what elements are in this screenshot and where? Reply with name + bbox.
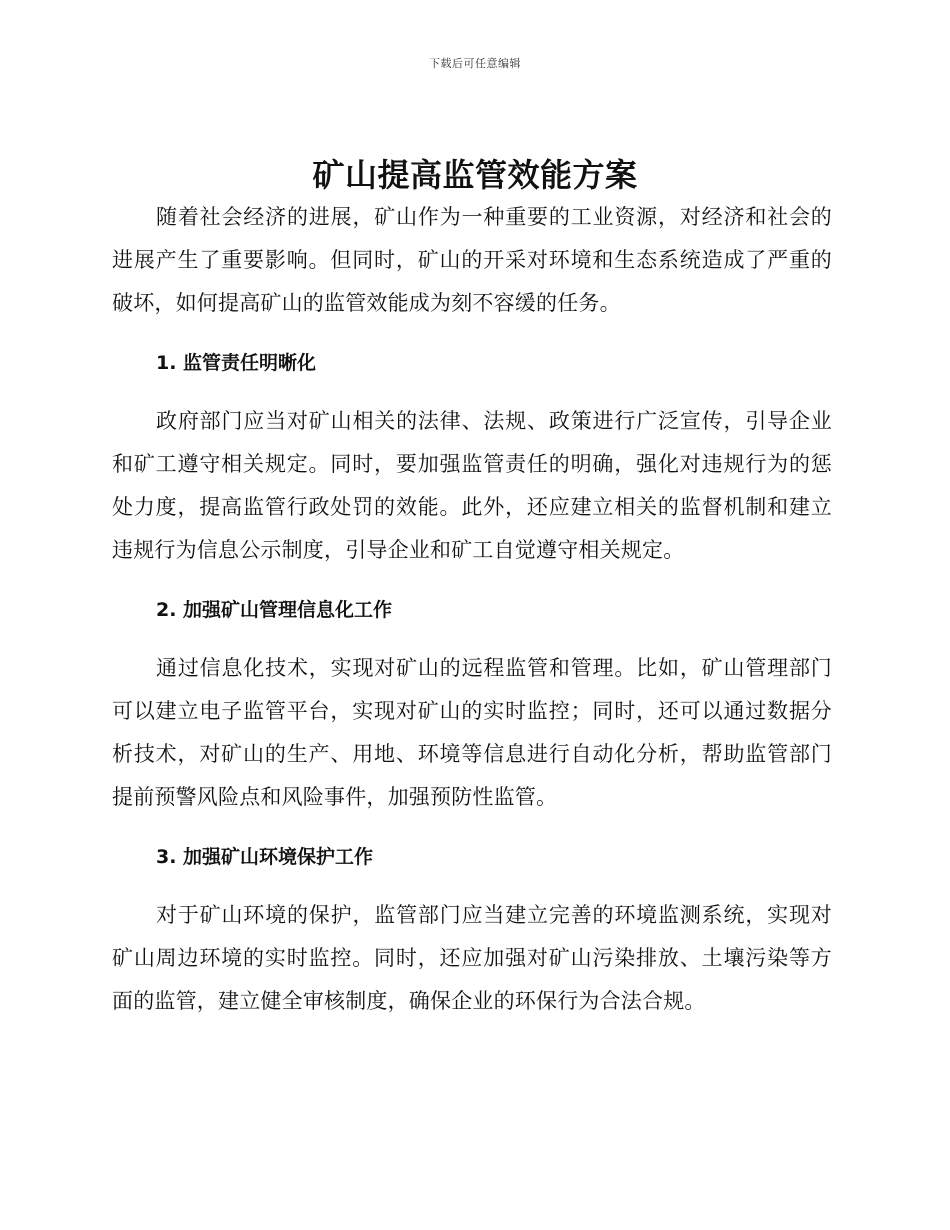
- section-heading: 2. 加强矿山管理信息化工作: [156, 599, 393, 621]
- spacer: [112, 819, 832, 839]
- section-paragraph: 对于矿山环境的保护，监管部门应当建立完善的环境监测系统，实现对矿山周边环境的实时监控。同时，还应加强对矿山污染排放、土壤污染等方面的监管，建立健全审核制度，确保企业的环保行为合法合规。: [112, 903, 832, 1013]
- spacer: [112, 875, 832, 894]
- spacer: [112, 572, 832, 592]
- spacer: [112, 381, 832, 400]
- document-title: 矿山提高监管效能方案: [312, 156, 638, 194]
- section-heading: 1. 监管责任明晰化: [156, 352, 317, 374]
- section-heading: 3. 加强矿山环境保护工作: [156, 846, 374, 868]
- section-3: [112, 839, 832, 1023]
- spacer: [112, 628, 832, 647]
- section-paragraph: 政府部门应当对矿山相关的法律、法规、政策进行广泛宣传，引导企业和矿工遵守相关规定。同时，要加强监管责任的明确，强化对违规行为的惩处力度，提高监管行政处罚的效能。此外，还应建立相关的监督机制和建立违规行为信息公示制度，引导企业和矿工自觉遵守相关规定。: [112, 409, 832, 562]
- document-body: [112, 196, 832, 1023]
- section-2: [112, 592, 832, 819]
- section-paragraph: 通过信息化技术，实现对矿山的远程监管和管理。比如，矿山管理部门可以建立电子监管平台，实现对矿山的实时监控；同时，还可以通过数据分析技术，对矿山的生产、用地、环境等信息进行自动化分析，帮助监管部门提前预警风险点和风险事件，加强预防性监管。: [112, 656, 832, 809]
- spacer: [112, 325, 832, 345]
- intro-paragraph: 随着社会经济的进展，矿山作为一种重要的工业资源，对经济和社会的进展产生了重要影响。但同时，矿山的开采对环境和生态系统造成了严重的破坏，如何提高矿山的监管效能成为刻不容缓的任务。: [112, 205, 832, 315]
- header-note: 下载后可任意编辑: [429, 57, 521, 70]
- section-1: [112, 345, 832, 572]
